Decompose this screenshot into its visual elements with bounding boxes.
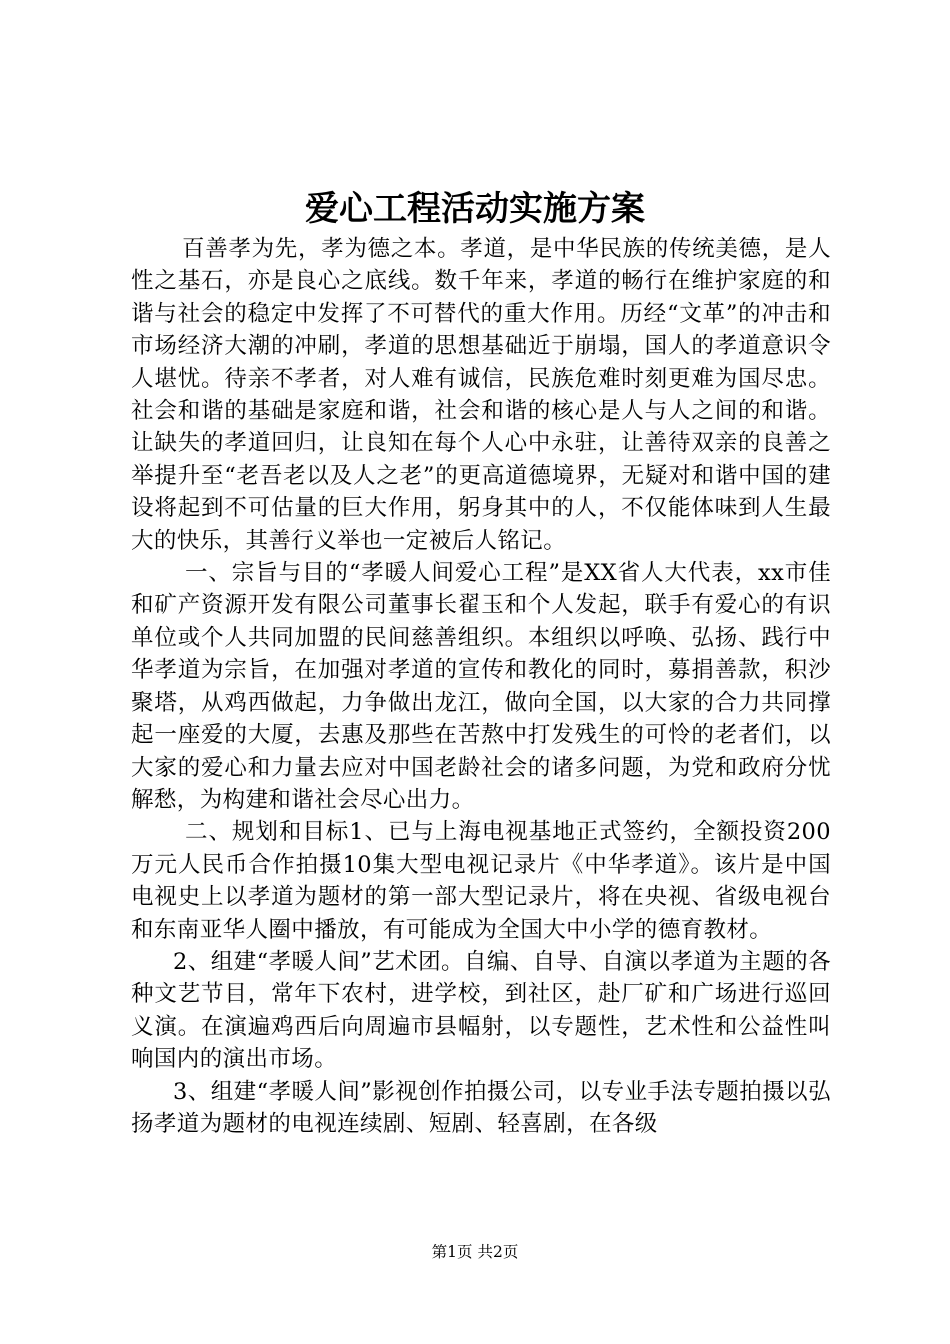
paragraph-intro: 百善孝为先，孝为德之本。孝道，是中华民族的传统美德，是人性之基石，亦是良心之底线。数千年来，孝道的畅行在维护家庭的和谐与社会的稳定中发挥了不可替代的重大作用。历经“文革”的冲击和市场经济大潮的冲刷，孝道的思想基础近于崩塌，国人的孝道意识令人堪忧。待亲不孝者，对人难有诚信，民族危难时刻更难为国尽忠。社会和谐的基础是家庭和谐，社会和谐的核心是人与人之间的和谐。让缺失的孝道回归，让良知在每个人心中永驻，让善待双亲的良善之举提升至“老吾老以及人之老”的更高道德境界，无疑对和谐中国的建设将起到不可估量的巨大作用，躬身其中的人，不仅能体味到人生最大的快乐，其善行义举也一定被后人铭记。 [131, 236, 831, 554]
document-body [131, 233, 831, 1140]
paragraph-film-company: 3、组建“孝暖人间”影视创作拍摄公司，以专业手法专题拍摄以弘扬孝道为题材的电视连续剧、短剧、轻喜剧，在各级 [131, 1078, 831, 1137]
paragraph-plan: 二、规划和目标1、已与上海电视基地正式签约，全额投资200万元人民币合作拍摄10集大型电视记录片《中华孝道》。该片是中国电视史上以孝道为题材的第一部大型记录片，将在央视、省级电视台和东南亚华人圈中播放，有可能成为全国大中小学的德育教材。 [131, 819, 831, 943]
document-title: 爱心工程活动实施方案 [305, 189, 645, 229]
page-footer: 第1页 共2页 [431, 1243, 519, 1261]
paragraph-art-troupe: 2、组建“孝暖人间”艺术团。自编、自导、自演以孝道为主题的各种文艺节目，常年下农村，进学校，到社区，赴厂矿和广场进行巡回义演。在演遍鸡西后向周遍市县幅射，以专题性，艺术性和公益性叫响国内的演出市场。 [131, 948, 831, 1073]
paragraph-purpose: 一、宗旨与目的“孝暖人间爱心工程”是XX省人大代表，xx市佳和矿产资源开发有限公司董事长翟玉和个人发起，联手有爱心的有识单位或个人共同加盟的民间慈善组织。本组织以呼唤、弘扬、践行中华孝道为宗旨，在加强对孝道的宣传和教化的同时，募捐善款，积沙聚塔，从鸡西做起，力争做出龙江，做向全国，以大家的合力共同撑起一座爱的大厦，去惠及那些在苦熬中打发残生的可怜的老者们，以大家的爱心和力量去应对中国老龄社会的诸多问题，为党和政府分忧解愁，为构建和谐社会尽心出力。 [131, 560, 831, 813]
